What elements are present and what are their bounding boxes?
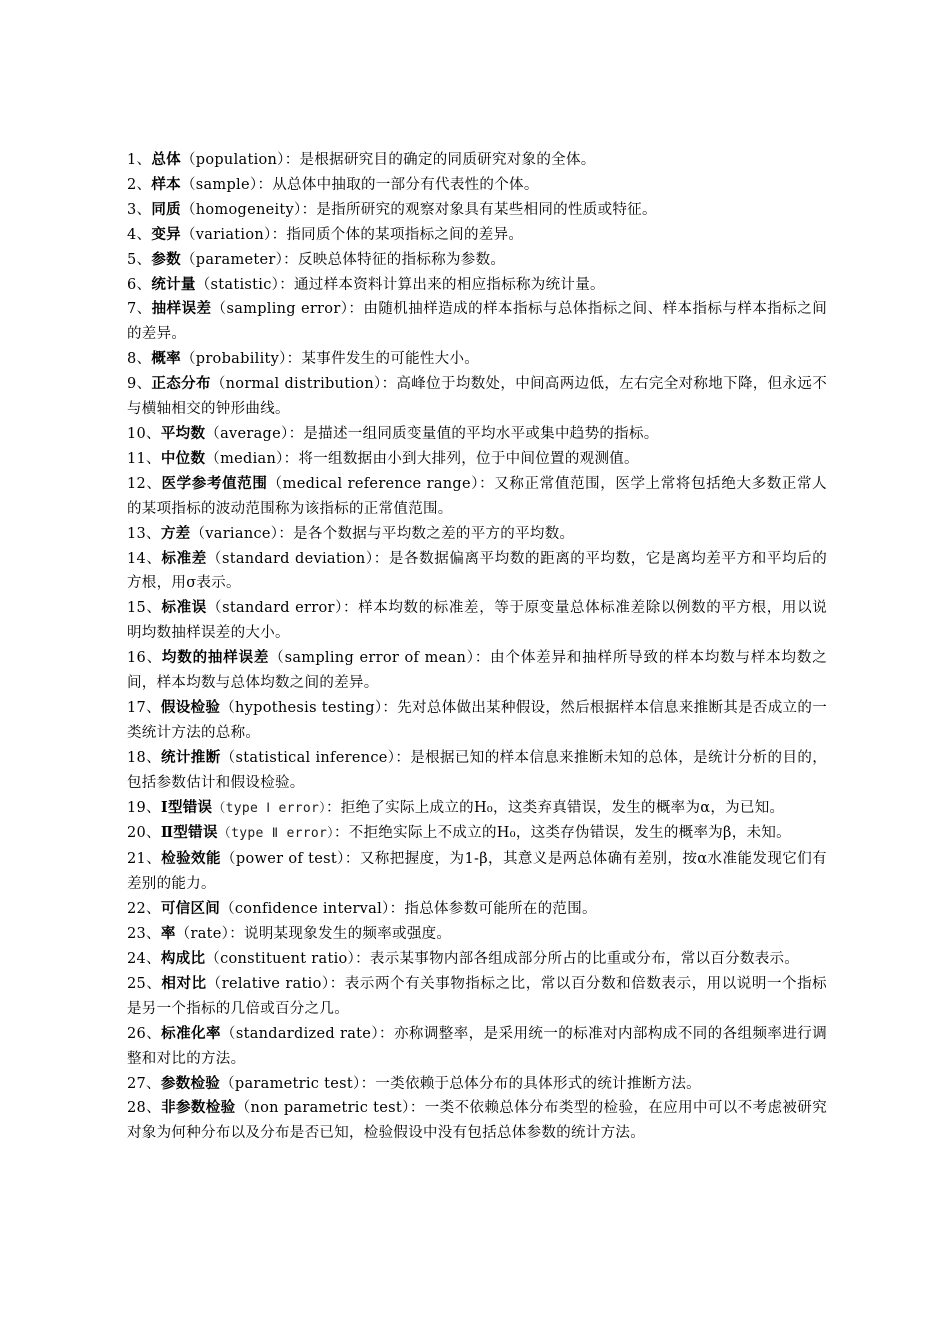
glossary-list [127,148,827,1146]
entry-term: 构成比 [160,950,206,967]
entry-english: （confidence interval） [220,901,390,918]
entry-english: （sampling error） [211,301,349,318]
entry-term: 中位数 [160,449,206,467]
entry-definition: ：是指所研究的观察对象具有某些相同的性质或特征。 [301,201,657,218]
entry-number: 23、 [127,926,161,943]
entry-english: （statistic） [195,276,280,293]
glossary-entry-12 [127,472,827,522]
entry-definition: ：是根据研究目的确定的同质研究对象的全体。 [284,152,596,168]
entry-number: 11、 [127,450,161,467]
entry-term: 医学参考值范围 [161,474,268,492]
glossary-entry-23 [127,922,827,947]
entry-term: 平均数 [160,424,206,442]
entry-term: Ⅰ型错误 [160,798,213,816]
glossary-entry-10 [127,422,827,447]
entry-number: 19、 [127,799,161,816]
entry-term: 统计推断 [161,748,221,766]
entry-definition: ：是描述一组同质变量值的平均水平或集中趋势的指标。 [288,425,659,442]
entry-term: Ⅱ型错误 [160,824,218,842]
entry-number: 17、 [127,699,161,716]
glossary-entry-19 [127,796,827,822]
entry-term: 标准误 [161,599,207,617]
glossary-entry-15 [127,596,827,646]
entry-number: 5、 [127,251,152,268]
entry-number: 26、 [127,1025,162,1042]
entry-number: 15、 [127,600,162,617]
entry-definition: ：是各个数据与平均数之差的平方的平均数。 [278,525,575,542]
entry-term: 检验效能 [161,850,221,868]
entry-term: 同质 [151,200,181,218]
entry-term: 样本 [151,175,181,193]
entry-number: 9、 [127,376,152,393]
glossary-entry-14 [127,547,827,597]
entry-term: 可信区间 [160,900,221,918]
entry-definition: ：指总体参数可能所在的范围。 [389,901,597,918]
entry-term: 率 [160,925,176,943]
entry-english: （probability） [180,351,287,368]
entry-term: 参数 [151,250,181,268]
entry-english: （sample） [180,176,258,193]
entry-term: 假设检验 [160,698,221,716]
entry-number: 10、 [127,425,161,442]
entry-english: （homogeneity） [180,201,302,218]
entry-number: 2、 [127,176,152,193]
entry-definition: ：表示两个有关事物指标之比，常以百分数和倍数表示，用以说明一个指标是另一个指标的几倍或百分之几。 [127,975,827,1017]
glossary-entry-13 [127,522,827,547]
entry-english: （sampling error of mean） [269,650,475,667]
entry-definition: ：表示某事物内部各组成部分所占的比重或分布，常以百分数表示。 [355,951,800,967]
glossary-entry-1 [127,148,827,173]
entry-english: （variation） [180,226,272,243]
entry-english: （variance） [190,525,279,542]
entry-english: （type Ⅱ error） [217,826,334,842]
entry-term: 正态分布 [151,375,211,393]
entry-number: 13、 [127,525,161,542]
entry-number: 8、 [127,351,152,368]
entry-number: 28、 [127,1100,162,1117]
glossary-entry-17 [127,696,827,746]
entry-term: 标准差 [161,549,207,567]
entry-english: （power of test） [220,851,345,868]
entry-definition: ：通过样本资料计算出来的相应指标称为统计量。 [279,276,605,293]
entry-number: 22、 [127,901,161,918]
entry-term: 方差 [160,524,191,542]
entry-definition: ：由个体差异和抽样所导致的样本均数与样本均数之间，样本均数与总体均数之间的差异。 [127,650,827,692]
entry-term: 统计量 [151,275,196,293]
entry-english: （population） [180,152,285,168]
entry-number: 7、 [127,301,152,318]
entry-definition: ：一类不依赖总体分布类型的检验，在应用中可以不考虑被研究对象为何种分布以及分布是否已知，检验假设中没有包括总体参数的统计方法。 [127,1100,828,1142]
entry-number: 20、 [127,825,161,842]
entry-term: 非参数检验 [161,1099,236,1117]
glossary-entry-8 [127,347,827,372]
entry-definition: ：将一组数据由小到大排列，位于中间位置的观测值。 [283,450,639,467]
entry-term: 概率 [151,350,181,368]
entry-definition: ：又称把握度，为1-β，其意义是两总体确有差别，按α水准能发现它们有差别的能力。 [127,851,827,893]
entry-english: （medical reference range） [267,475,480,492]
glossary-entry-2 [127,173,827,198]
glossary-entry-11 [127,447,827,472]
entry-definition: ：亦称调整率，是采用统一的标准对内部构成不同的各组频率进行调整和对比的方法。 [127,1025,827,1067]
entry-number: 12、 [127,475,162,492]
entry-number: 27、 [127,1075,161,1092]
entry-term: 相对比 [161,974,207,992]
entry-english: （constituent ratio） [205,951,356,967]
entry-english: （parametric test） [220,1075,361,1092]
entry-term: 总体 [151,151,181,168]
entry-definition: ：高峰位于均数处，中间高两边低，左右完全对称地下降，但永远不与横轴相交的钟形曲线。 [127,376,827,418]
entry-english: （type Ⅰ error） [212,800,326,816]
entry-english: （parameter） [180,251,284,268]
glossary-entry-26 [127,1022,827,1072]
glossary-entry-16 [127,646,827,696]
glossary-entry-7 [127,297,827,347]
glossary-entry-28 [127,1096,827,1146]
entry-number: 4、 [127,226,152,243]
entry-number: 25、 [127,975,162,992]
entry-english: （statistical inference） [220,749,396,766]
glossary-entry-9 [127,372,827,422]
entry-english: （standardized rate） [220,1025,380,1042]
entry-term: 参数检验 [160,1074,221,1092]
entry-definition: ：从总体中抽取的一部分有代表性的个体。 [257,176,539,193]
entry-number: 16、 [127,650,162,667]
glossary-entry-25 [127,972,827,1022]
entry-definition: ：说明某现象发生的频率或强度。 [229,926,452,943]
glossary-entry-4 [127,223,827,248]
entry-english: （rate） [175,926,230,943]
entry-definition: ：指同质个体的某项指标之间的差异。 [271,226,524,243]
entry-definition: ：一类依赖于总体分布的具体形式的统计推断方法。 [360,1075,701,1092]
entry-definition: ：不拒绝实际上不成立的H₀，这类存伪错误，发生的概率为β，未知。 [333,825,791,842]
entry-english: （standard deviation） [206,550,374,567]
glossary-entry-3 [127,198,827,223]
glossary-entry-18 [127,746,827,796]
glossary-entry-27 [127,1072,827,1097]
entry-number: 24、 [127,951,161,967]
glossary-entry-6 [127,273,827,298]
entry-english: （median） [205,450,284,467]
entry-english: （normal distribution） [210,376,382,393]
entry-number: 6、 [127,276,152,293]
glossary-entry-22 [127,897,827,922]
entry-number: 21、 [127,851,162,868]
entry-english: （hypothesis testing） [220,699,383,716]
entry-english: （standard error） [206,600,343,617]
entry-definition: ：反映总体特征的指标称为参数。 [283,251,506,268]
glossary-entry-20 [127,821,827,847]
glossary-entry-24 [127,947,827,972]
entry-definition: ：样本均数的标准差，等于原变量总体标准差除以例数的平方根，用以说明均数抽样误差的大小。 [127,600,828,642]
entry-definition: ：先对总体做出某种假设，然后根据样本信息来推断其是否成立的一类统计方法的总称。 [127,699,828,741]
entry-number: 14、 [127,550,162,567]
entry-definition: ：是根据已知的样本信息来推断未知的总体，是统计分析的目的，包括参数估计和假设检验。 [127,749,828,791]
entry-english: （non parametric test） [235,1100,410,1117]
entry-term: 标准化率 [161,1024,221,1042]
entry-term: 均数的抽样误差 [161,649,270,667]
entry-definition: ：又称正常值范围，医学上常将包括绝大多数正常人的某项指标的波动范围称为该指标的正常值范围。 [127,475,827,517]
entry-english: （relative ratio） [206,975,330,992]
entry-definition: ：某事件发生的可能性大小。 [286,351,480,368]
entry-english: （average） [205,425,289,442]
entry-term: 变异 [151,225,181,243]
entry-number: 18、 [127,749,162,766]
entry-term: 抽样误差 [151,300,212,318]
entry-definition: ：拒绝了实际上成立的H₀，这类弃真错误，发生的概率为α，为已知。 [325,799,785,816]
entry-definition: ：是各数据偏离平均数的距离的平均数，它是离均差平方和平均后的方根，用σ表示。 [127,550,828,592]
entry-number: 3、 [127,201,152,218]
entry-number: 1、 [127,152,152,168]
glossary-entry-5 [127,248,827,273]
entry-definition: ：由随机抽样造成的样本指标与总体指标之间、样本指标与样本指标之间的差异。 [127,301,827,343]
glossary-entry-21 [127,847,827,897]
